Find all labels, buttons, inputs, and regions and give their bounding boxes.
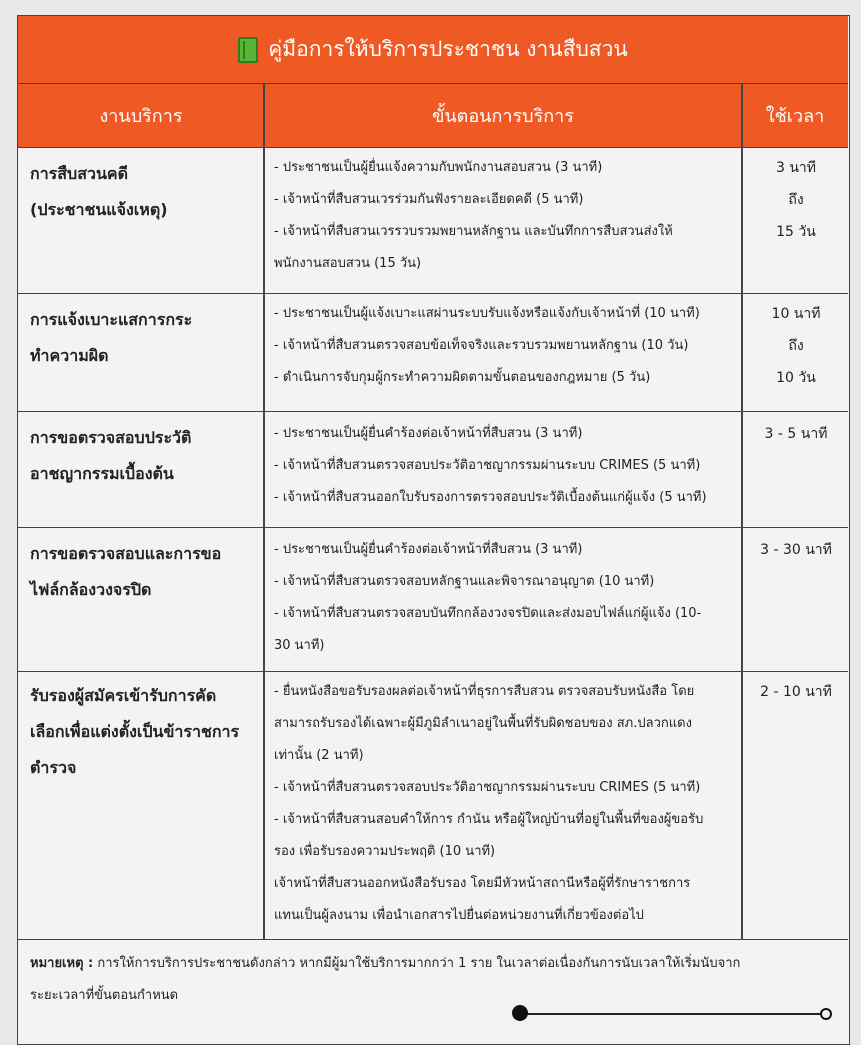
service-steps: - ประชาชนเป็นผู้ยื่นคำร้องต่อเจ้าหน้าที่สืบสวน (3 นาที) - เจ้าหน้าที่สืบสวนตรวจสอบประวัติอาชญากรรมผ่านระบบ CRIMES (5 นาที) - เจ้าหน้าที่สืบสวนออกใบรับรองการตรวจสอบประวัติเบื้องต้นแก่ผู้แจ้ง (5 นาที): [274, 426, 707, 505]
service-time: 10 นาที ถึง 10 วัน: [771, 306, 821, 386]
remark-label: หมายเหตุ :: [30, 956, 94, 971]
table-row: [18, 412, 848, 528]
service-name: การสืบสวนคดี (ประชาชนแจ้งเหตุ): [30, 164, 168, 219]
service-time: 3 - 5 นาที: [764, 426, 828, 442]
decorative-line: [520, 1013, 820, 1015]
table-header: [18, 84, 848, 148]
decorative-dot: [512, 1005, 528, 1021]
title-bar: [18, 16, 848, 84]
header-steps: ขั้นตอนการบริการ: [432, 105, 574, 127]
decorative-ring: [820, 1008, 832, 1020]
table-row: [18, 294, 848, 412]
remark-text-line1: การให้การบริการประชาชนดังกล่าว หากมีผู้มาใช้บริการมากกว่า 1 ราย ในเวลาต่อเนื่องกันการนับเวลาให้เริ่มนับจาก: [93, 956, 741, 971]
service-steps: - ยื่นหนังสือขอรับรองผลต่อเจ้าหน้าที่ธุรการสืบสวน ตรวจสอบรับหนังสือ โดย สามารถรับรองได้เฉพาะผู้มีภูมิลำเนาอยู่ในพื้นที่รับผิดชอบของ สภ.ปลวกแดง เท่านั้น (2 นาที) - เจ้าหน้าที่สืบสวนตรวจสอบประวัติอาชญากรรมผ่านระบบ CRIMES (5 นาที) - เจ้าหน้าที่สืบสวนสอบคำให้การ กำนัน หรือผู้ใหญ่บ้านที่อยู่ในพื้นที่ของผู้ขอรับ รอง เพื่อรับรองความประพฤติ (10 นาที) เจ้าหน้าที่สืบสวนออกหนังสือรับรอง โดยมีหัวหน้าสถานีหรือผู้ที่รักษาราชการ แทนเป็นผู้ลงนาม เพื่อนำเอกสารไปยื่นต่อหน่วยงานที่เกี่ยวข้องต่อไป: [274, 684, 704, 923]
service-time: 3 - 30 นาที: [760, 542, 832, 558]
service-name: รับรองผู้สมัครเข้ารับการคัด เลือกเพื่อแต่งตั้งเป็นข้าราชการ ตำรวจ: [30, 686, 240, 777]
service-time: 2 - 10 นาที: [760, 684, 832, 700]
remark-text-line2: ระยะเวลาที่ขั้นตอนกำหนด: [30, 988, 179, 1003]
service-steps: - ประชาชนเป็นผู้ยื่นคำร้องต่อเจ้าหน้าที่สืบสวน (3 นาที) - เจ้าหน้าที่สืบสวนตรวจสอบหลักฐานและพิจารณาอนุญาต (10 นาที) - เจ้าหน้าที่สืบสวนตรวจสอบบันทึกกล้องวงจรปิดและส่งมอบไฟล์แก่ผู้แจ้ง (10- 30 นาที): [274, 542, 702, 653]
service-name: การแจ้งเบาะแสการกระ ทำความผิด: [30, 310, 193, 365]
table-row: [18, 672, 848, 940]
page-title: คู่มือการให้บริการประชาชน งานสืบสวน: [268, 37, 628, 61]
service-name: การขอตรวจสอบและการขอ ไฟล์กล้องวงจรปิด: [30, 544, 222, 599]
header-service: งานบริการ: [99, 105, 183, 127]
service-steps: - ประชาชนเป็นผู้แจ้งเบาะแสผ่านระบบรับแจ้งหรือแจ้งกับเจ้าหน้าที่ (10 นาที) - เจ้าหน้าที่สืบสวนตรวจสอบข้อเท็จจริงและรวบรวมพยานหลักฐาน (10 วัน) - ดำเนินการจับกุมผู้กระทำความผิดตามขั้นตอนของกฎหมาย (5 วัน): [274, 306, 700, 385]
service-manual-sheet: [17, 15, 850, 1045]
green-book-icon: [238, 37, 258, 63]
table-row: [18, 528, 848, 672]
service-name: การขอตรวจสอบประวัติ อาชญากรรมเบื้องต้น: [30, 428, 192, 483]
header-time: ใช้เวลา: [765, 105, 825, 127]
remark-note: [30, 948, 830, 1012]
table-row: [18, 148, 848, 294]
service-time: 3 นาที ถึง 15 วัน: [775, 160, 817, 240]
service-steps: - ประชาชนเป็นผู้ยื่นแจ้งความกับพนักงานสอบสวน (3 นาที) - เจ้าหน้าที่สืบสวนเวรร่วมกันฟังรายละเอียดคดี (5 นาที) - เจ้าหน้าที่สืบสวนเวรรวบรวมพยานหลักฐาน และบันทึกการสืบสวนส่งให้ พนักงานสอบสวน (15 วัน): [274, 160, 673, 271]
